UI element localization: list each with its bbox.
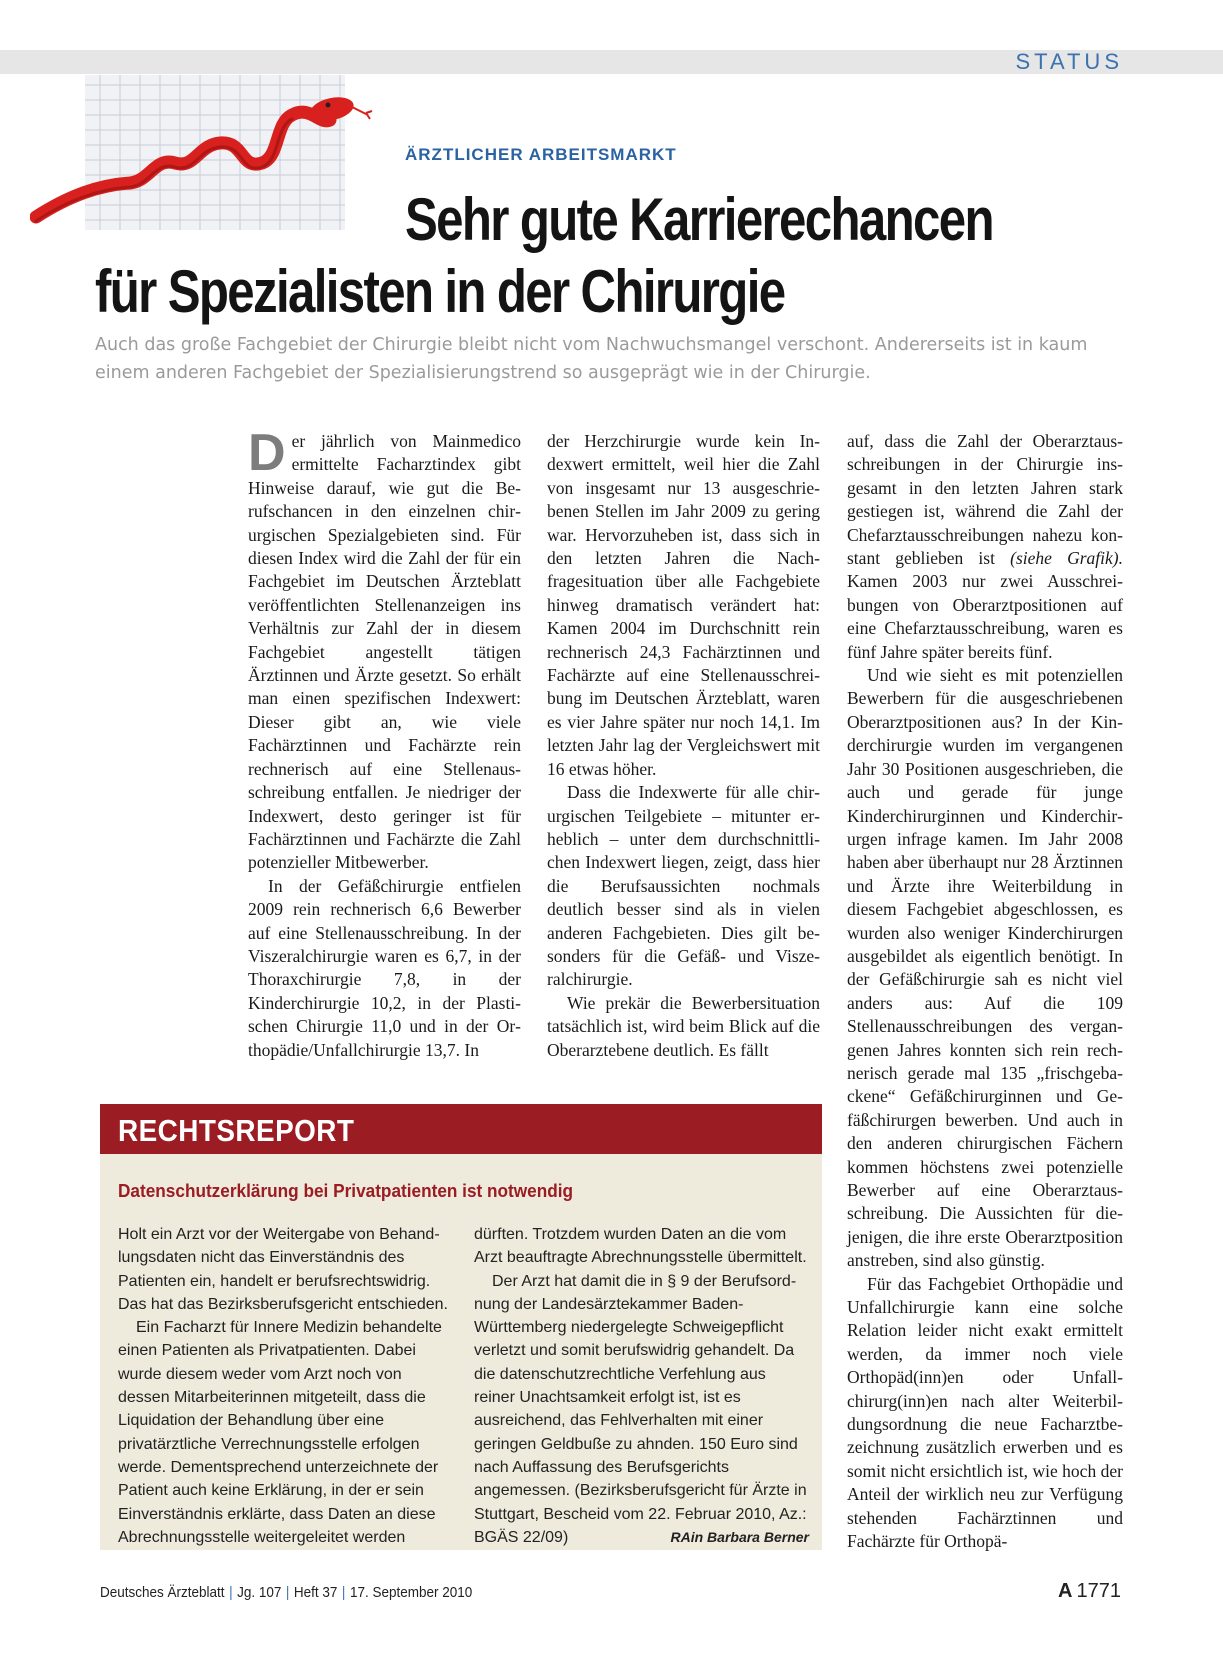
drop-cap: D	[248, 424, 286, 482]
graphic-reference: (siehe Grafik).	[1010, 548, 1123, 569]
article-column-3	[847, 430, 1123, 1554]
paragraph: dürften. Trotzdem wurden Daten an die vom Arzt beauftragte Abrechnungsstelle übermittelt.	[474, 1226, 807, 1267]
rechtsreport-subtitle: Datenschutzerklärung bei Privatpatienten ist notwendig	[118, 1180, 574, 1201]
paragraph: Und wie sieht es mit potenziellen Bewerbern für die ausgeschriebenen Oberarztpositionen aus? In der Kinderchirurgie wurden im vergangenen Jahr 30 Positionen ausgeschrieben, die auch und gerade für junge Kinderchirurginnen und Kinderchirurgen infrage kamen. Im Jahr 2008 haben aber überhaupt nur 28 Ärztinnen und Ärzte ihre Weiterbildung in diesem Fachgebiet abgeschlossen, es wurden also weniger Kinderchirurgen ausgebildet als eigentlich benötigt. In der Gefäßchirurgie sah es nicht viel anders aus: Auf die 109 Stellenausschreibungen des vergangenen Jahres konnten sich rein rechnerisch gerade mal 135 „frischgebackene“ Gefäßchirurginnen und Gefäßchirurgen bewerben. Und auch in den anderen chirurgischen Fächern kommen höchstens zwei potenzielle Bewerber auf eine Oberarztausschreibung. Die Aussichten für diejenigen, die ihre erste Oberarztposition anstreben, sind also günstig.	[847, 665, 1123, 1271]
issue: Heft 37	[293, 1584, 338, 1601]
page-prefix: A	[1058, 1580, 1073, 1602]
paragraph: In der Gefäßchirurgie entfielen 2009 rein rechnerisch 6,6 Bewerber auf eine Stellenausschreibung. In der Viszeralchirurgie waren es 6,7, in der Thoraxchirurgie 7,8, in der Kinderchirurgie 10,2, in der Plastischen Chirurgie 11,0 und in der Orthopädie/Unfallchirurgie 13,7. In	[248, 875, 521, 1060]
rechtsreport-title: RECHTSREPORT	[118, 1113, 355, 1148]
paragraph: Holt ein Arzt vor der Weitergabe von Behandlungsdaten nicht das Einverständnis des Patienten ein, handelt er berufsrechtswidrig. Das hat das Bezirksberufsgericht entschieden.	[118, 1226, 448, 1313]
page-number-value: 1771	[1076, 1580, 1121, 1602]
page-footer	[100, 1584, 472, 1601]
paragraph	[474, 1270, 809, 1550]
article-column-1	[248, 424, 521, 1062]
paragraph: Dass die Indexwerte für alle chirurgischen Teilgebiete – mitunter erheblich – unter dem durchschnittlichen Indexwert liegen, zeigt, dass hier die Berufsaussichten nochmals deutlich besser sind als in vielen anderen Fachgebieten. Dies gilt besonders für die Gefäß- und Viszeralchirurgie.	[547, 782, 820, 990]
snake-tongue	[352, 107, 372, 119]
paragraph: Ein Facharzt für Innere Medizin behandelte einen Patienten als Privatpatienten. Dabei wurde diesem weder vom Arzt noch von dessen Mitarbeiterinnen mitgeteilt, dass die Liquidation der Behandlung über eine privatärztliche Verrechnungsstelle erfolgen werde. Dementsprechend unterzeichnete der Patient auch keine Erklärung, in der er sein Einverständnis erklärte, dass Daten an diese Abrechnungsstelle weitergeleitet werden	[118, 1319, 442, 1546]
article-column-2	[547, 430, 820, 1062]
journal-name: Deutsches Ärzteblatt	[100, 1584, 225, 1601]
paragraph-text: er jährlich von Mainmedico ermittelte Facharztindex gibt Hinweise darauf, wie gut die Berufschancen in den einzelnen chirurgischen Spezialgebieten sind. Für diesen Index wird die Zahl der für ein Fachgebiet im Deutschen Ärzteblatt veröffentlichten Stellenanzeigen ins Verhältnis zur Zahl der in diesem Fachgebiet angestellt tätigen Ärztinnen und Ärzte gesetzt. So erhält man einen spezifischen Indexwert: Dieser gibt an, wie viele Fachärztinnen und Fachärzte rein rechnerisch auf eine Stellenausschreibung entfallen. Je niedriger der Indexwert, desto geringer ist für Fachärztinnen und Fachärzte die Zahl potenzieller Mitbewerber.	[248, 431, 521, 873]
paragraph-text: auf, dass die Zahl der Oberarztausschreibungen in der Chirurgie insgesamt in den letzten Jahren stark gestiegen ist, während die Zahl der Chefarztausschreibungen nahezu konstant geblieben ist	[847, 431, 1123, 569]
article-lead: Auch das große Fachgebiet der Chirurgie bleibt nicht vom Nachwuchsmangel verschont. Andererseits ist in kaum einem anderen Fachgebiet der Spezialisierungstrend so ausgeprägt wie in der Chirurgie.	[95, 335, 1088, 383]
paragraph: der Herzchirurgie wurde kein Indexwert ermittelt, weil hier die Zahl von insgesamt nur 13 ausgeschriebenen Stellen im Jahr 2009 zu gering war. Hervorzuheben ist, dass sich in den letzten Jahren die Nachfragesituation über alle Fachgebiete hinweg dramatisch verändert hat: Kamen 2004 im Durchschnitt rein rechnerisch 24,3 Fachärztinnen und Fachärzte auf eine Stellenausschreibung im Deutschen Ärzteblatt, waren es vier Jahre später nur noch 14,1. Im letzten Jahr lag der Vergleichswert mit 16 etwas höher.	[547, 431, 820, 779]
paragraph: Wie prekär die Bewerbersituation tatsächlich ist, wird beim Blick auf die Oberarztebene deutlich. Es fällt	[547, 992, 820, 1060]
volume: Jg. 107	[237, 1584, 282, 1601]
snake-chart-illustration	[30, 75, 390, 245]
paragraph	[248, 424, 521, 875]
rechtsreport-column-1	[118, 1223, 448, 1549]
divider: |	[229, 1584, 233, 1601]
headline-line-1: Sehr gute Karrierechancen	[405, 186, 993, 253]
author-credit: RAin Barbara Berner	[670, 1528, 809, 1545]
headline-line-2: für Spezialisten in der Chirurgie	[95, 258, 785, 325]
snake-eye	[326, 103, 331, 108]
paragraph: Für das Fachgebiet Orthopädie und Unfallchirurgie kann eine solche Relation leider nicht exakt ermittelt werden, da immer noch viele Orthopäd(inn)en oder Unfallchirurg(inn)en nach alter Weiterbildungsordnung die neue Facharztbezeichnung zusätzlich erwerben und es somit nicht ersichtlich ist, wie hoch der Anteil der wirklich neu zur Verfügung stehenden Fachärztinnen und Fachärzte für Orthopä-	[847, 1273, 1123, 1552]
rechtsreport-column-2	[474, 1223, 809, 1549]
divider: |	[341, 1584, 346, 1601]
paragraph-text: Der Arzt hat damit die in § 9 der Berufsordnung der Landesärztekammer Baden-Württemberg niedergelegte Schweigepflicht verletzt und somit berufswidrig gehandelt. Da die datenschutzrechtliche Verfehlung aus reiner Unachtsamkeit erfolgt ist, ist es ausreichend, das Fehlverhalten mit einer geringen Geldbuße zu ahnden. 150 Euro sind nach Auffassung des Berufsgerichts angemessen. (Bezirksberufsgericht für Ärzte in Stuttgart, Bescheid vom 22. Februar 2010, Az.: BGÄS 22/09)	[474, 1272, 807, 1546]
issue-date: 17. September 2010	[349, 1584, 473, 1601]
grid-background	[85, 75, 345, 230]
section-label: STATUS	[1015, 49, 1123, 74]
paragraph-text: Kamen 2003 nur zwei Ausschreibungen von Oberarztpositionen auf eine Chefarztausschreibung, waren es fünf Jahre später bereits fünf.	[847, 571, 1123, 662]
page-number	[1058, 1580, 1121, 1603]
divider: |	[285, 1584, 290, 1601]
paragraph	[847, 430, 1123, 664]
article-kicker: ÄRZTLICHER ARBEITSMARKT	[405, 145, 677, 164]
